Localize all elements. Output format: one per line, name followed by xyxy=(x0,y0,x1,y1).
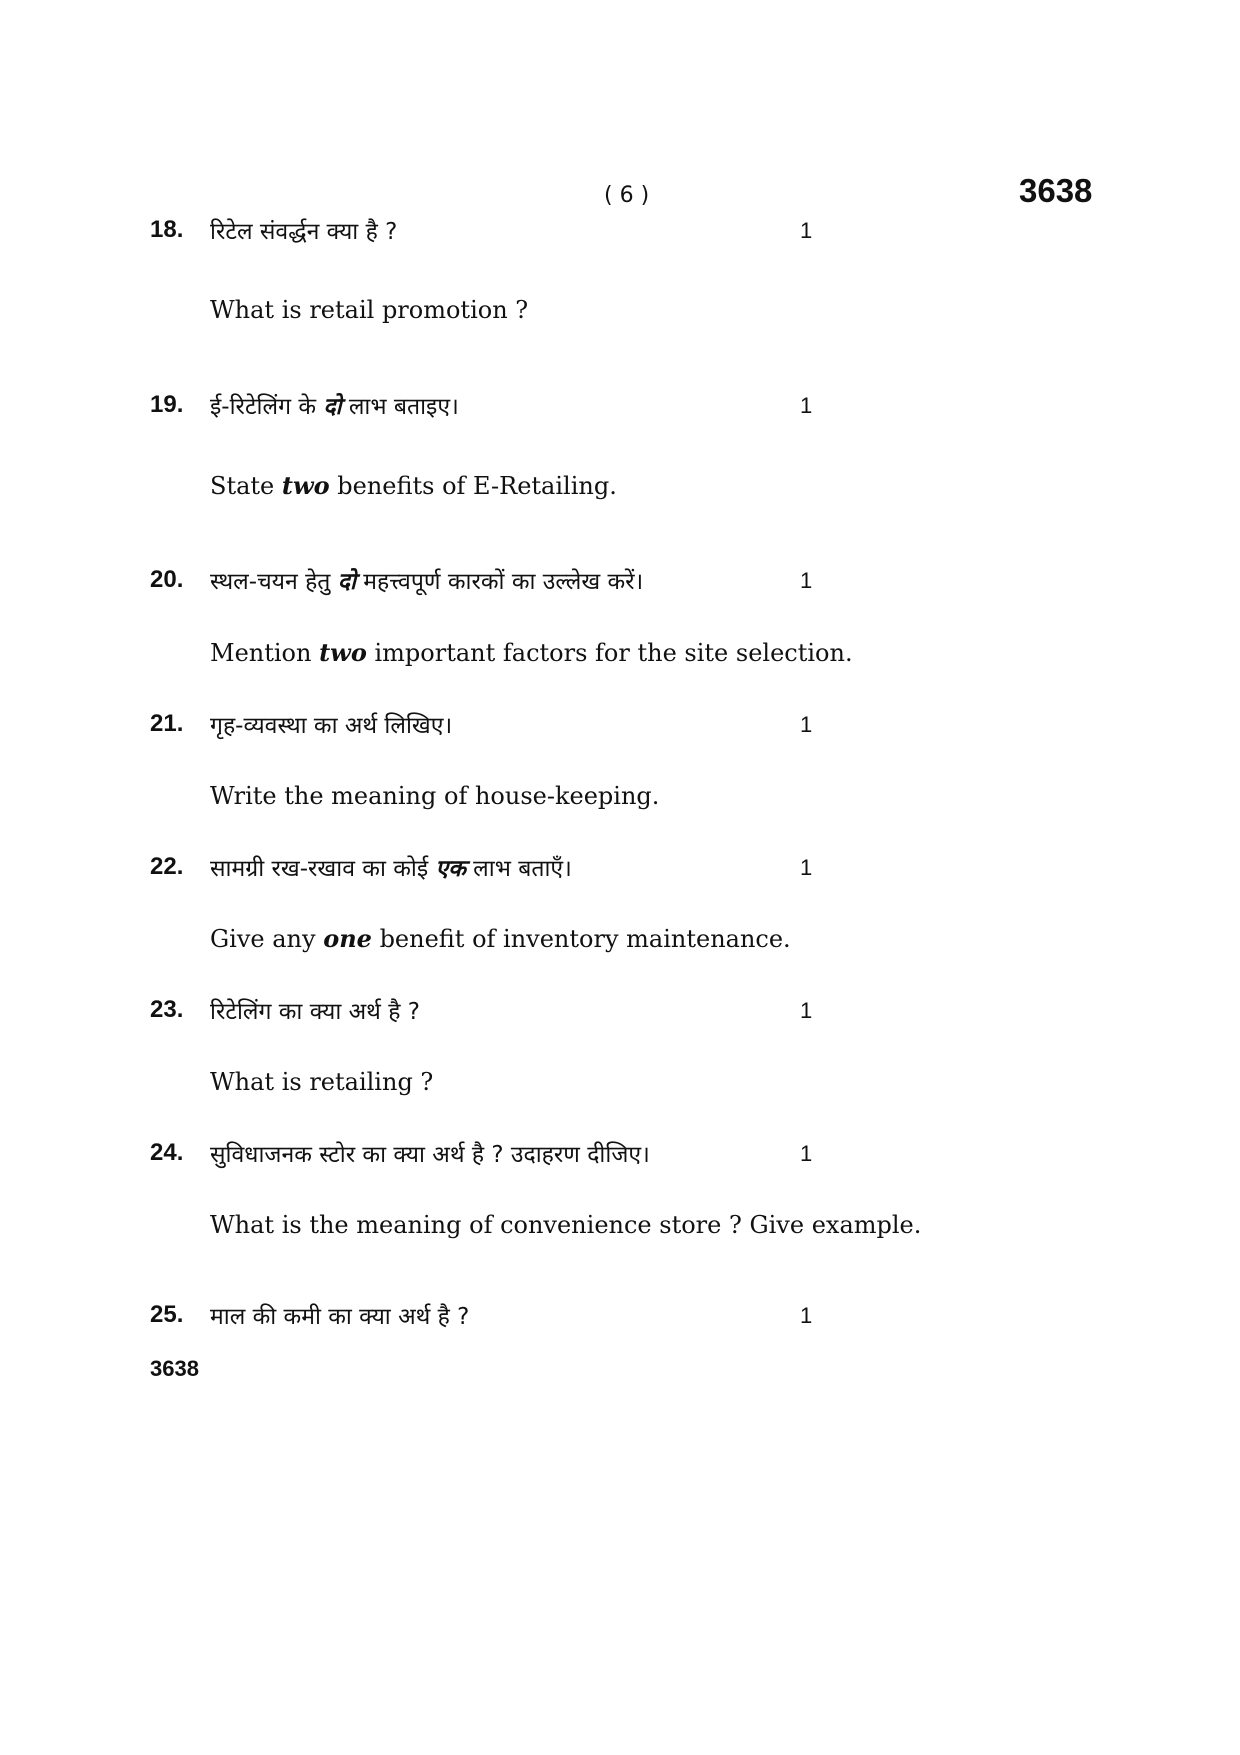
question-number: 23. xyxy=(150,996,184,1023)
question-text-english: What is retail promotion ? xyxy=(210,296,529,324)
question-text-english: What is retailing ? xyxy=(210,1068,434,1096)
question-number: 24. xyxy=(150,1139,184,1166)
question-text-english: Write the meaning of house-keeping. xyxy=(210,782,660,810)
question-marks: 1 xyxy=(800,393,813,418)
question-text-hindi: रिटेल संवर्द्धन क्या है ? xyxy=(210,219,398,245)
paper-code-footer: 3638 xyxy=(150,1356,199,1381)
question-text-hindi: स्थल-चयन हेतु दो महत्त्वपूर्ण कारकों का उल्लेख करें। xyxy=(210,569,644,595)
question-text-english: What is the meaning of convenience store ? Give example. xyxy=(210,1211,922,1239)
page-number: ( 6 ) xyxy=(604,183,650,208)
question-text-hindi: रिटेलिंग का क्या अर्थ है ? xyxy=(210,999,420,1025)
question-marks: 1 xyxy=(800,568,813,593)
question-text-english: Mention two important factors for the site selection. xyxy=(210,638,853,667)
question-marks: 1 xyxy=(800,855,813,880)
question-text-hindi: गृह-व्यवस्था का अर्थ लिखिए। xyxy=(210,713,453,739)
question-text-hindi: ई-रिटेलिंग के दो लाभ बताइए। xyxy=(210,394,459,420)
question-marks: 1 xyxy=(800,218,813,243)
paper-code-header: 3638 xyxy=(1019,172,1093,209)
question-text-english: Give any one benefit of inventory maintenance. xyxy=(210,924,791,953)
question-number: 22. xyxy=(150,853,184,880)
question-marks: 1 xyxy=(800,998,813,1023)
question-number: 20. xyxy=(150,566,184,593)
question-marks: 1 xyxy=(800,712,813,737)
question-marks: 1 xyxy=(800,1141,813,1166)
question-text-hindi: सुविधाजनक स्टोर का क्या अर्थ है ? उदाहरण दीजिए। xyxy=(210,1142,650,1168)
question-number: 19. xyxy=(150,391,184,418)
question-text-hindi: माल की कमी का क्या अर्थ है ? xyxy=(210,1304,470,1330)
question-number: 21. xyxy=(150,710,184,737)
question-text-hindi: सामग्री रख-रखाव का कोई एक लाभ बताएँ। xyxy=(210,856,572,882)
question-number: 25. xyxy=(150,1301,184,1328)
question-marks: 1 xyxy=(800,1303,813,1328)
question-text-english: State two benefits of E-Retailing. xyxy=(210,471,617,500)
question-number: 18. xyxy=(150,216,184,243)
